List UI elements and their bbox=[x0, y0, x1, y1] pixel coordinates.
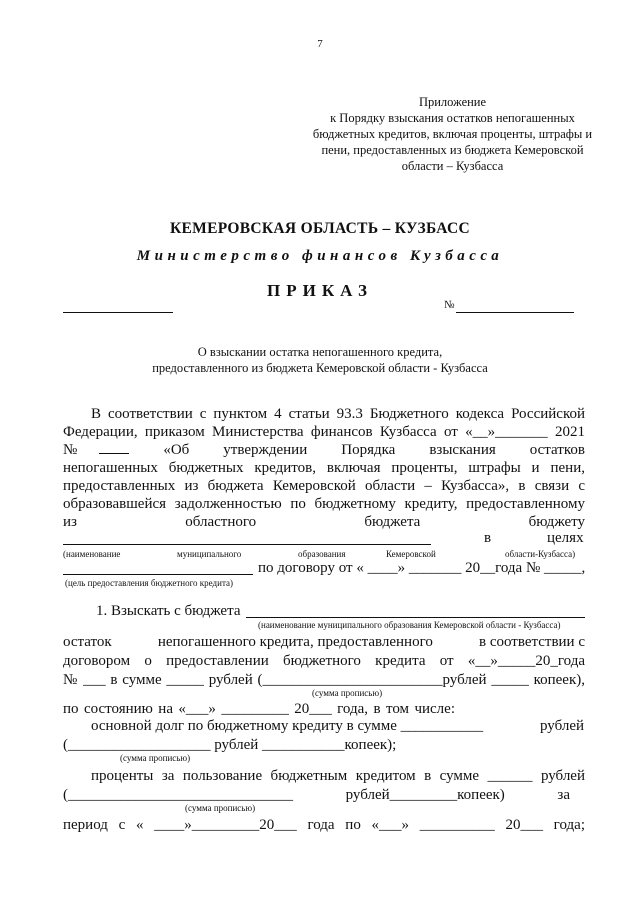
caption-sum-words: (сумма прописью) bbox=[185, 803, 256, 813]
item1-word: в соответствии с bbox=[479, 634, 585, 650]
order-subject bbox=[0, 344, 640, 376]
subject-line-2: предоставленного из бюджета Кемеровской области - Кузбасса bbox=[152, 361, 488, 375]
preamble-word: целях bbox=[547, 530, 584, 546]
preamble-agreement: по договору от « ____» _______ 20__года № _____, bbox=[258, 560, 586, 576]
preamble-line-5: предоставленных из бюджета Кемеровской области – Кузбасса», в связи с bbox=[63, 478, 585, 494]
subject-line-1: О взыскании остатка непогашенного кредита, bbox=[197, 345, 443, 359]
preamble-line-4: непогашенных бюджетных кредитов, включая проценты, штрафы и пени, bbox=[63, 460, 585, 476]
item1-line-3: договором о предоставлении бюджетного кредита от «__»_____20_года bbox=[63, 653, 585, 669]
preamble-word: остатков bbox=[529, 442, 585, 458]
region-title: КЕМЕРОВСКАЯ ОБЛАСТЬ – КУЗБАСС bbox=[169, 220, 470, 237]
preamble-word: взыскания bbox=[429, 442, 496, 458]
item1-line-9: (______________________________ рублей_________копеек) за bbox=[63, 787, 570, 803]
item1-line-6: основной долг по бюджетному кредиту в сумме ___________ bbox=[91, 718, 484, 734]
caption-word: Кемеровской bbox=[386, 549, 436, 559]
item1-line-10: период с « ____»_________20___ года по «___» __________ 20___ года; bbox=[63, 817, 585, 833]
preamble-word: бюджету bbox=[528, 514, 585, 530]
order-number-blank bbox=[99, 441, 129, 454]
preamble-line-6: образовавшейся задолженностью по бюджетному кредиту, предоставленному bbox=[63, 496, 585, 512]
appendix-block bbox=[300, 94, 605, 174]
item1-word: остаток bbox=[63, 634, 112, 650]
caption-word: образования bbox=[298, 549, 346, 559]
item1-line-1: 1. Взыскать с бюджета bbox=[96, 603, 241, 619]
preamble-line-3 bbox=[63, 441, 585, 459]
caption-word: (наименование bbox=[63, 549, 121, 559]
order-number-label: № bbox=[444, 299, 455, 311]
preamble-no: № bbox=[63, 442, 78, 458]
preamble-line-7 bbox=[63, 513, 585, 531]
preamble-word: в bbox=[484, 530, 492, 546]
item1-line-2 bbox=[63, 633, 585, 651]
preamble-word: «Об bbox=[163, 442, 190, 458]
appendix-line: Приложение bbox=[418, 95, 487, 109]
order-number-line bbox=[456, 312, 574, 313]
municipality-blank-line bbox=[63, 544, 431, 545]
item1-line-4: № ___ в сумме _____ рублей (________________________рублей _____ копеек), bbox=[63, 672, 585, 688]
caption-word: муниципального bbox=[177, 549, 242, 559]
budget-name-blank-line bbox=[246, 617, 585, 618]
appendix-line: бюджетных кредитов, включая проценты, штрафы и bbox=[312, 127, 593, 141]
order-date-line bbox=[63, 312, 173, 313]
preamble-line-1: В соответствии с пунктом 4 статьи 93.3 Бюджетного кодекса Российской bbox=[91, 406, 585, 422]
item1-line-7: (___________________ рублей ___________копеек); bbox=[63, 737, 397, 753]
preamble-word: Порядка bbox=[341, 442, 396, 458]
preamble-word: утверждении bbox=[223, 442, 308, 458]
preamble-word: областного bbox=[185, 514, 257, 530]
preamble-word: из bbox=[63, 514, 77, 530]
caption-budget: (наименование муниципального образования Кемеровской области - Кузбасса) bbox=[258, 620, 561, 630]
preamble-word: бюджета bbox=[364, 514, 421, 530]
item1-line-5: по состоянию на «___» _________ 20___ года, в том числе: bbox=[63, 701, 455, 717]
appendix-line: пени, предоставленных из бюджета Кемеровской bbox=[321, 143, 584, 157]
document-type-title: ПРИКАЗ bbox=[267, 281, 373, 300]
item1-line-8: проценты за пользование бюджетным кредитом в сумме ______ рублей bbox=[91, 768, 585, 784]
appendix-line: к Порядку взыскания остатков непогашенных bbox=[330, 111, 575, 125]
page-number: 7 bbox=[317, 38, 323, 50]
caption-sum-words: (сумма прописью) bbox=[312, 688, 383, 698]
item1-word: рублей bbox=[540, 718, 585, 734]
caption-sum-words: (сумма прописью) bbox=[120, 753, 191, 763]
purpose-blank-line bbox=[63, 574, 253, 575]
caption-purpose: (цель предоставления бюджетного кредита) bbox=[65, 578, 233, 588]
preamble-line-2: Федерации, приказом Министерства финансов Кузбасса от «__»_______ 2021 bbox=[63, 424, 585, 440]
caption-word: области-Кузбасса) bbox=[505, 549, 576, 559]
item1-word: непогашенного кредита, предоставленного bbox=[157, 634, 433, 650]
appendix-line: области – Кузбасса bbox=[401, 159, 504, 173]
ministry-title: Министерство финансов Кузбасса bbox=[136, 248, 504, 264]
